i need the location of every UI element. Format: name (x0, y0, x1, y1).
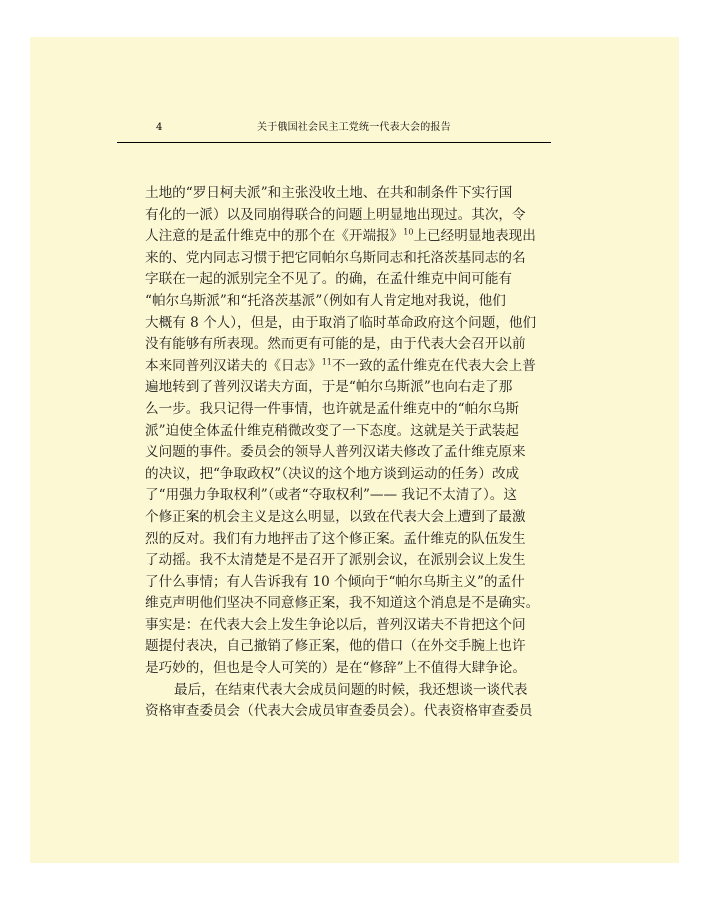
text-line: 来的、党内同志习惯于把它同帕尔乌斯同志和托洛茨基同志的名 (145, 249, 526, 266)
text-line: 维克声明他们坚决不同意修正案，我不知道这个消息是不是确实。 (145, 595, 540, 612)
text-line: 义问题的事件。委员会的领导人普列汉诺夫修改了孟什维克原来 (145, 444, 526, 461)
text-line-part: 上已经明显地表现出 (413, 228, 536, 245)
text-line: 大概有 8 个人），但是，由于取消了临时革命政府这个问题，他们 (145, 314, 537, 331)
text-line: 有化的一派）以及同崩得联合的问题上明显地出现过。其次，令 (145, 206, 526, 223)
text-line: 遍地转到了普列汉诺夫方面，于是“帕尔乌斯派”也向右走了那 (145, 379, 513, 396)
text-line: 个修正案的机会主义是这么明显，以致在代表大会上遭到了最激 (145, 508, 526, 525)
text-line-part: 人注意的是孟什维克中的那个在《开端报》 (145, 228, 404, 245)
footnote-marker: 10 (403, 227, 414, 237)
page-number: 4 (156, 122, 163, 133)
text-line: “帕尔乌斯派”和“托洛茨基派”（例如有人肯定地对我说，他们 (145, 292, 506, 309)
text-line-paragraph-start: 最后，在结束代表大会成员问题的时候，我还想谈一谈代表 (174, 681, 528, 698)
text-line: 的决议，把“争取政权”（决议的这个地方谈到运动的任务）改成 (145, 465, 520, 482)
text-line: 题提付表决，自己撤销了修正案，他的借口（在外交手腕上也许 (145, 638, 526, 655)
text-line: 了什么事情；有人告诉我有 10 个倾向于“帕尔乌斯主义”的孟什 (145, 573, 525, 590)
text-line: 了动摇。我不太清楚是不是召开了派别会议，在派别会议上发生 (145, 552, 526, 569)
text-line (145, 356, 573, 378)
text-line: 字联在一起的派别完全不见了。的确，在孟什维克中间可能有 (145, 271, 513, 288)
text-line: 派”迫使全体孟什维克稍微改变了一下态度。这就是关于武装起 (145, 422, 519, 439)
text-line-part: 本来同普列汉诺夫的《日志》 (145, 357, 322, 374)
page-header (117, 114, 551, 143)
text-line: 土地的“罗日柯夫派”和主张没收土地、在共和制条件下实行国 (145, 185, 513, 201)
text-line: 么一步。我只记得一件事情，也许就是孟什维克中的“帕尔乌斯 (145, 400, 519, 417)
text-line: 事实是：在代表大会上发生争论以后，普列汉诺夫不肯把这个问 (145, 616, 526, 633)
footnote-marker: 11 (321, 357, 332, 367)
running-title: 关于俄国社会民主工党统一代表大会的报告 (257, 122, 451, 133)
text-line: 了“用强力争取权利”（或者“夺取权利”—— 我记不太清了）。这 (145, 487, 517, 504)
text-line (145, 226, 573, 248)
body-text (145, 183, 573, 723)
text-line: 是巧妙的，但也是令人可笑的）是在“修辞”上不值得大肆争论。 (145, 660, 526, 677)
text-line: 烈的反对。我们有力地抨击了这个修正案。孟什维克的队伍发生 (145, 530, 526, 547)
text-line-part: 不一致的孟什维克在代表大会上普 (331, 357, 536, 374)
text-line: 资格审查委员会（代表大会成员审查委员会）。代表资格审查委员 (145, 703, 533, 720)
text-line: 没有能够有所表现。然而更有可能的是，由于代表大会召开以前 (145, 336, 526, 353)
